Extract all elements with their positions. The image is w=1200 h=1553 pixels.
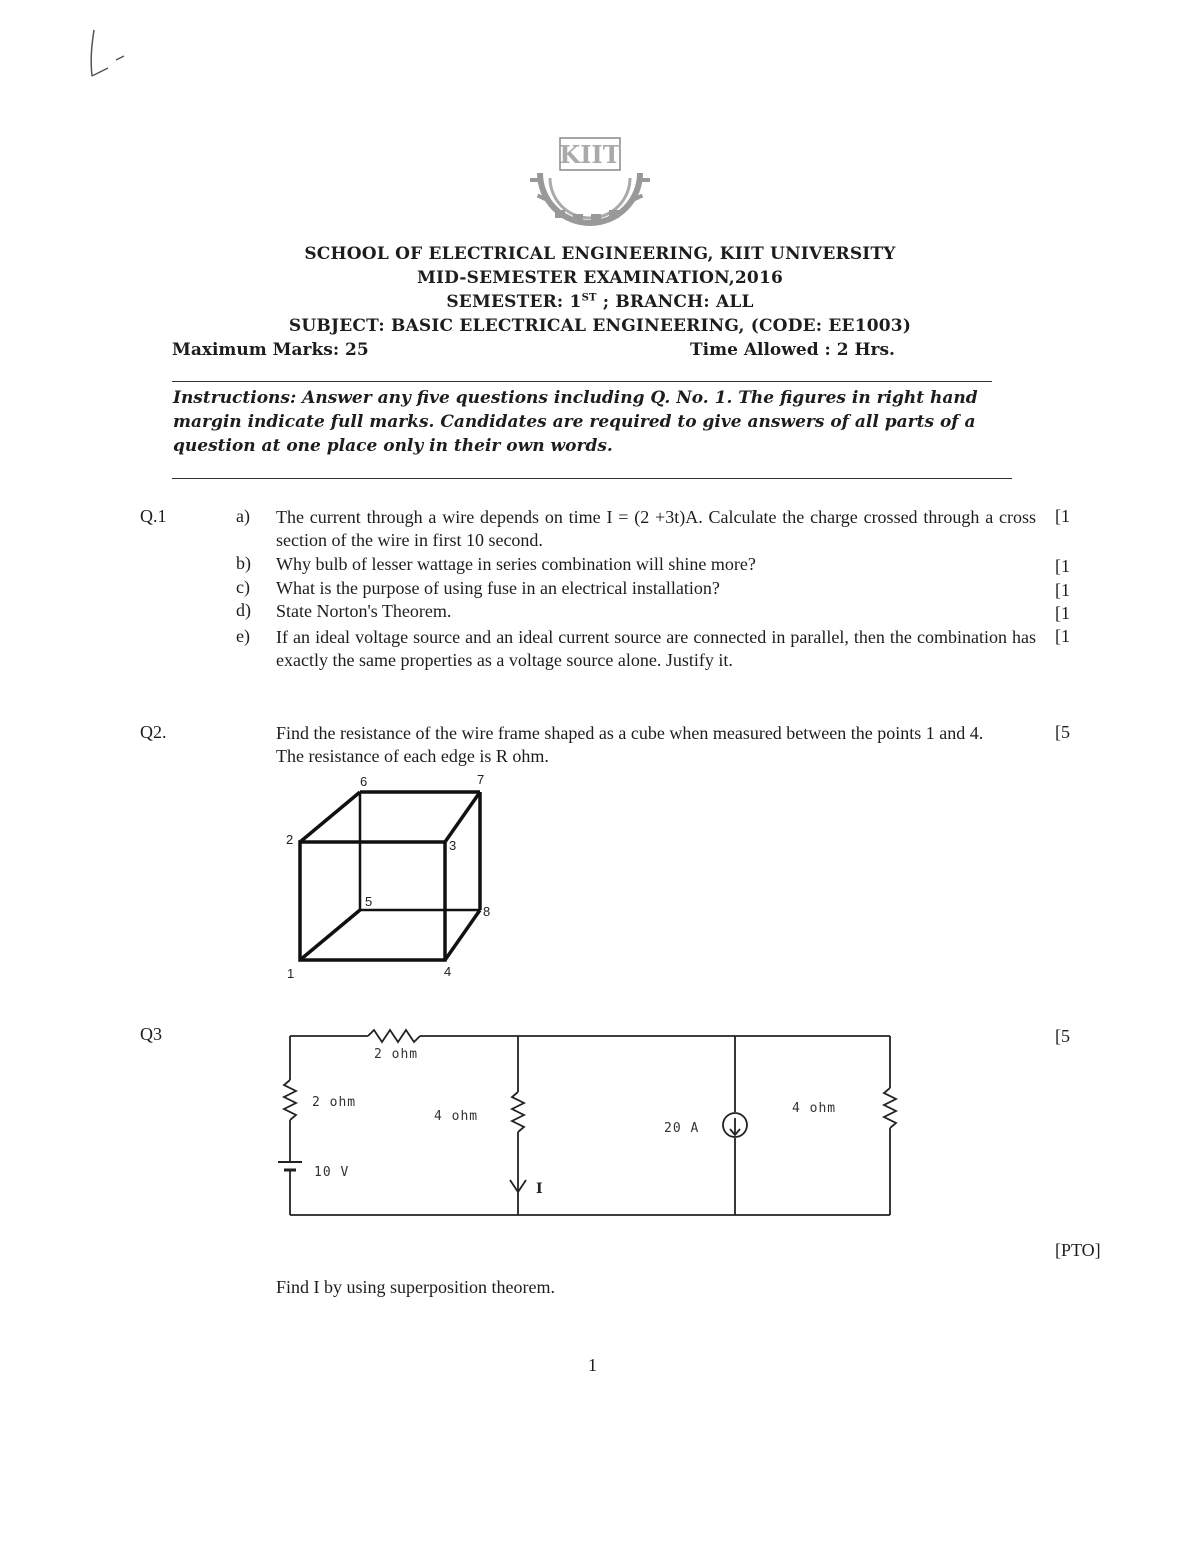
divider-bottom bbox=[172, 478, 1012, 479]
school-name: SCHOOL OF ELECTRICAL ENGINEERING, KIIT UNIVERSITY bbox=[304, 244, 896, 264]
label-voltage-source: 10 V bbox=[314, 1165, 350, 1180]
cube-label-8: 8 bbox=[483, 904, 491, 919]
maximum-marks: Maximum Marks: 25 bbox=[172, 340, 369, 360]
q1-part-e-label: e) bbox=[236, 626, 250, 646]
label-r-left: 2 ohm bbox=[312, 1095, 357, 1110]
label-r-top: 2 ohm bbox=[374, 1047, 419, 1062]
q1-number: Q.1 bbox=[140, 506, 167, 526]
q2-mark: [5 bbox=[1055, 722, 1070, 742]
cube-label-1: 1 bbox=[287, 966, 295, 981]
q1-part-d-text: State Norton's Theorem. bbox=[276, 601, 452, 621]
label-r-right: 4 ohm bbox=[792, 1101, 837, 1116]
q1-part-a-text: The current through a wire depends on time I = (2 +3t)A. Calculate the charge crossed through a cross section of the wire in first 10 second. bbox=[276, 507, 1036, 550]
cube-figure bbox=[280, 770, 510, 985]
label-current-source: 20 A bbox=[664, 1121, 700, 1136]
circuit-diagram bbox=[270, 1020, 910, 1225]
exam-title: MID-SEMESTER EXAMINATION,2016 bbox=[416, 268, 784, 288]
q2-text: Find the resistance of the wire frame shaped as a cube when measured between the points 1 and 4. The resistance of each edge is R ohm. bbox=[276, 723, 984, 766]
q1-part-c-mark: [1 bbox=[1055, 580, 1070, 600]
q1-part-b-label: b) bbox=[236, 553, 251, 573]
cube-label-4: 4 bbox=[444, 964, 452, 979]
cube-label-7: 7 bbox=[477, 772, 485, 787]
q1-part-c-label: c) bbox=[236, 577, 250, 597]
q1-part-a-mark: [1 bbox=[1055, 506, 1070, 526]
q1-part-d-mark: [1 bbox=[1055, 603, 1070, 623]
university-logo bbox=[525, 128, 655, 228]
pen-mark bbox=[88, 28, 148, 88]
page-number: 1 bbox=[588, 1355, 597, 1375]
semester-branch: SEMESTER: 1ST ; BRANCH: ALL bbox=[446, 292, 754, 312]
q1-part-e-text: If an ideal voltage source and an ideal current source are connected in parallel, then the combination has exactly the same properties as a voltage source alone. Justify it. bbox=[276, 627, 1036, 670]
label-current-i: I bbox=[536, 1181, 543, 1197]
cube-label-2: 2 bbox=[286, 832, 294, 847]
cube-label-6: 6 bbox=[360, 774, 368, 789]
svg-text:KIIT: KIIT bbox=[559, 140, 621, 169]
q1-part-e-mark: [1 bbox=[1055, 626, 1070, 646]
q1-part-b-mark: [1 bbox=[1055, 556, 1070, 576]
pto-marker: [PTO] bbox=[1055, 1240, 1101, 1260]
q3-text: Find I by using superposition theorem. bbox=[276, 1277, 555, 1297]
label-r-mid: 4 ohm bbox=[434, 1109, 479, 1124]
cube-label-3: 3 bbox=[449, 838, 457, 853]
divider-top bbox=[172, 381, 992, 382]
q3-number: Q3 bbox=[140, 1024, 162, 1044]
q1-part-a-label: a) bbox=[236, 506, 250, 526]
q2-number: Q2. bbox=[140, 722, 167, 742]
time-allowed: Time Allowed : 2 Hrs. bbox=[690, 340, 895, 360]
instructions: Instructions: Answer any five questions including Q. No. 1. The figures in right hand margin indicate full marks. Candidates are required to give answers of all parts of a question at one place only in their own words. bbox=[173, 388, 978, 456]
subject-line: SUBJECT: BASIC ELECTRICAL ENGINEERING, (CODE: EE1003) bbox=[288, 316, 912, 336]
q1-part-b-text: Why bulb of lesser wattage in series combination will shine more? bbox=[276, 554, 756, 574]
cube-label-5: 5 bbox=[365, 894, 373, 909]
q3-mark: [5 bbox=[1055, 1026, 1070, 1046]
q1-part-d-label: d) bbox=[236, 600, 251, 620]
q1-part-c-text: What is the purpose of using fuse in an electrical installation? bbox=[276, 578, 720, 598]
